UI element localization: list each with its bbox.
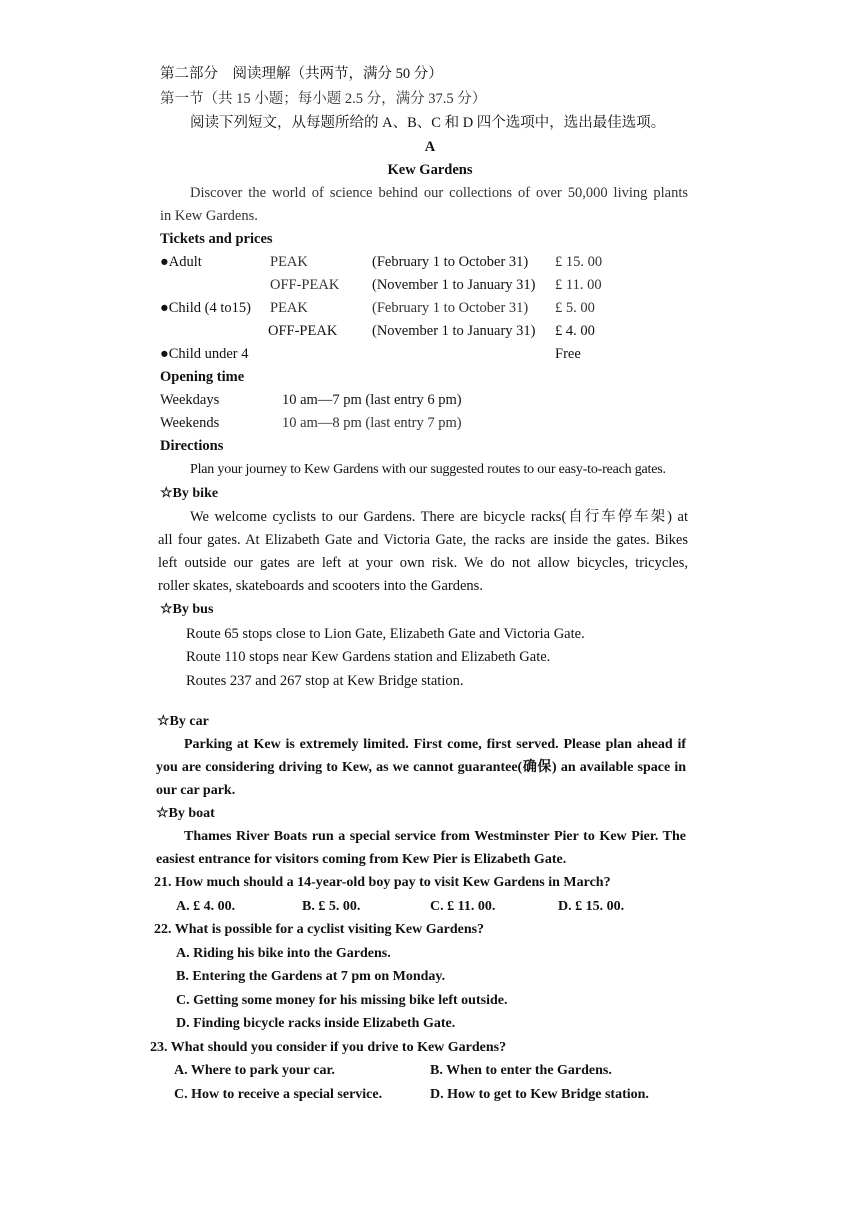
opening-day: Weekdays xyxy=(160,392,220,408)
boat-line: Thames River Boats run a special service from Westminster Pier to Kew Pier. The xyxy=(184,829,686,844)
opening-hours: 10 am—7 pm (last entry 6 pm) xyxy=(282,392,462,408)
ticket-period: PEAK xyxy=(270,300,308,316)
boat-heading: ☆By boat xyxy=(156,806,215,821)
car-line: our car park. xyxy=(156,783,236,798)
bike-heading: ☆By bike xyxy=(160,486,219,501)
answer-option[interactable]: C. How to receive a special service. xyxy=(174,1087,383,1102)
ticket-who: ●Child (4 to15) xyxy=(160,300,251,316)
ticket-period: OFF-PEAK xyxy=(268,323,338,339)
bus-line: Route 65 stops close to Lion Gate, Elizabeth Gate and Victoria Gate. xyxy=(186,626,585,642)
bike-line: left outside our gates are left at your own risk. We do not allow bicycles, tricycles, xyxy=(158,555,688,571)
answer-option[interactable]: C. £ 11. 00. xyxy=(430,899,496,914)
intro-line: Discover the world of science behind our collections of over 50,000 living plants xyxy=(190,185,688,201)
opening-heading: Opening time xyxy=(160,369,245,385)
bus-line: Route 110 stops near Kew Gardens station and Elizabeth Gate. xyxy=(186,649,551,665)
car-heading: ☆By car xyxy=(157,714,209,729)
opening-day: Weekends xyxy=(160,415,220,431)
answer-option[interactable]: A. Where to park your car. xyxy=(174,1063,335,1078)
question-stem: 21. How much should a 14-year-old boy pay to visit Kew Gardens in March? xyxy=(154,875,611,890)
ticket-period: OFF-PEAK xyxy=(270,277,340,293)
question-stem: 22. What is possible for a cyclist visiting Kew Gardens? xyxy=(154,922,485,937)
answer-option[interactable]: B. £ 5. 00. xyxy=(302,899,361,914)
ticket-dates: (November 1 to January 31) xyxy=(372,323,536,339)
ticket-who: ●Adult xyxy=(160,254,202,270)
passage-title: Kew Gardens xyxy=(387,162,473,178)
answer-option[interactable]: D. Finding bicycle racks inside Elizabeth Gate. xyxy=(176,1016,456,1031)
ticket-who: ●Child under 4 xyxy=(160,346,249,362)
bus-heading: ☆By bus xyxy=(160,602,214,617)
ticket-price: Free xyxy=(555,346,581,362)
ticket-dates: (February 1 to October 31) xyxy=(372,300,529,316)
question-stem: 23. What should you consider if you drive to Kew Gardens? xyxy=(150,1040,507,1055)
section-title: 第一节（共 15 小题；每小题 2.5 分，满分 37.5 分） xyxy=(160,91,487,107)
bike-line: all four gates. At Elizabeth Gate and Victoria Gate, the racks are inside the gates. Bikes xyxy=(158,532,688,548)
car-line: Parking at Kew is extremely limited. First come, first served. Please plan ahead if xyxy=(184,737,686,752)
answer-option[interactable]: D. £ 15. 00. xyxy=(558,899,625,914)
intro-line: in Kew Gardens. xyxy=(160,208,258,224)
bike-line: We welcome cyclists to our Gardens. There are bicycle racks(自行车停车架) at xyxy=(190,509,688,525)
tickets-heading: Tickets and prices xyxy=(160,231,273,247)
ticket-dates: (November 1 to January 31) xyxy=(372,277,536,293)
answer-option[interactable]: B. Entering the Gardens at 7 pm on Monday. xyxy=(176,969,446,984)
directions-intro: Plan your journey to Kew Gardens with our suggested routes to our easy-to-reach gates. xyxy=(190,462,666,477)
answer-option[interactable]: A. Riding his bike into the Gardens. xyxy=(176,946,391,961)
bike-line: roller skates, skateboards and scooters into the Gardens. xyxy=(158,578,483,594)
answer-option[interactable]: A. £ 4. 00. xyxy=(176,899,236,914)
ticket-price: £ 15. 00 xyxy=(555,254,603,270)
answer-option[interactable]: C. Getting some money for his missing bike left outside. xyxy=(176,993,508,1008)
bus-line: Routes 237 and 267 stop at Kew Bridge station. xyxy=(186,673,464,689)
car-line: you are considering driving to Kew, as we cannot guarantee(确保) an available space in xyxy=(156,760,686,775)
ticket-period: PEAK xyxy=(270,254,308,270)
answer-option[interactable]: B. When to enter the Gardens. xyxy=(430,1063,612,1078)
opening-hours: 10 am—8 pm (last entry 7 pm) xyxy=(282,415,462,431)
answer-option[interactable]: D. How to get to Kew Bridge station. xyxy=(430,1087,649,1102)
instruction: 阅读下列短文，从每题所给的 A、B、C 和 D 四个选项中，选出最佳选项。 xyxy=(190,115,666,131)
ticket-price: £ 11. 00 xyxy=(555,277,602,293)
part-title: 第二部分 阅读理解（共两节，满分 50 分） xyxy=(160,66,443,82)
boat-line: easiest entrance for visitors coming from Kew Pier is Elizabeth Gate. xyxy=(156,852,567,867)
directions-heading: Directions xyxy=(160,438,224,454)
passage-letter: A xyxy=(424,139,436,155)
ticket-price: £ 4. 00 xyxy=(555,323,595,339)
ticket-price: £ 5. 00 xyxy=(555,300,595,316)
ticket-dates: (February 1 to October 31) xyxy=(372,254,529,270)
